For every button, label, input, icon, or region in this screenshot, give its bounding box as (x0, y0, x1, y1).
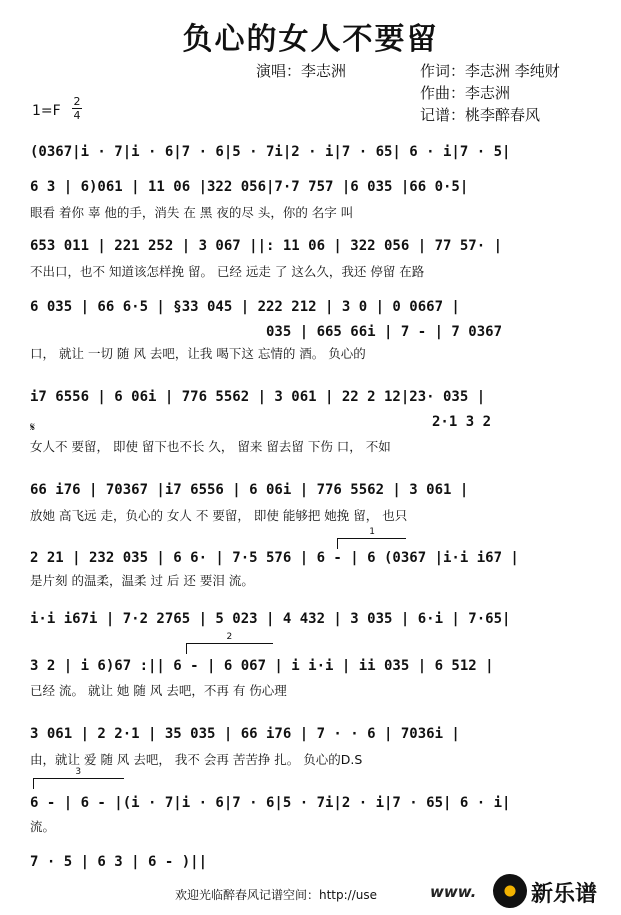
notation-row-10: 3 061 | 2 2·1 | 35 035 | 66 i76 | 7 · · 6 | 7036i | (30, 726, 460, 742)
notation-row-5: i7 6556 | 6 06i | 776 5562 | 3 061 | 22 2 12|23· 035 | (30, 389, 486, 405)
transcriber-credit: 记谱：桃李醉春风 (420, 106, 541, 124)
volta-bracket-2 (186, 632, 273, 654)
notation-row-4-alt: 035 | 665 66i | 7 - | 7 0367 (266, 324, 503, 340)
segno-mark: 𝄋 (30, 420, 36, 434)
time-sig-top: 2 (73, 95, 81, 108)
record-disc-icon (493, 874, 527, 908)
notation-row-6: 66 i76 | 70367 |i7 6556 | 6 06i | 776 5562 | 3 061 | (30, 482, 469, 498)
notation-row-7: 2 21 | 232 035 | 6 6· | 7·5 576 | 6 - | 6 (0367 |i·i i67 | (30, 550, 519, 566)
notation-row-12: 7 · 5 | 6 3 | 6 - )|| (30, 854, 208, 870)
footer-www[interactable]: www. (430, 883, 477, 901)
logo-text: 新乐谱 (531, 882, 598, 907)
lyrics-row-5: 女人不 要留， 即使 留下也不长 久， 留来 留去留 下伤 口， 不如 (30, 439, 391, 454)
notation-row-3: 653 011 | 221 252 | 3 067 ||: 11 06 | 322 056 | 77 57· | (30, 238, 503, 254)
lyrics-row-4: 口， 就让 一切 随 风 去吧，让我 喝下这 忘情的 酒。 负心的 (30, 346, 366, 361)
volta-1-number: 1 (369, 527, 375, 537)
lyrics-row-6: 放她 高飞远 走，负心的 女人 不 要留， 即使 能够把 她挽 留， 也只 (30, 508, 408, 523)
singer-credit: 演唱：李志洲 (256, 62, 347, 80)
lyrics-row-9: 已经 流。 就让 她 随 风 去吧，不再 有 伤心理 (30, 683, 287, 698)
notation-row-11: 6 - | 6 - |(i · 7|i · 6|7 · 6|5 · 7i|2 · i|7 · 65| 6 · i| (30, 795, 511, 811)
lyricist-credit: 作词：李志洲 李纯财 (420, 62, 560, 80)
notation-row-8: i·i i67i | 7·2 2765 | 5 023 | 4 432 | 3 035 | 6·i | 7·65| (30, 611, 511, 627)
notation-row-4: 6 035 | 66 6·5 | §33 045 | 222 212 | 3 0 | 0 0667 | (30, 299, 460, 315)
time-sig-bottom: 4 (73, 109, 81, 122)
volta-2-number: 2 (226, 632, 233, 642)
time-signature (72, 96, 82, 121)
footer-text: 欢迎光临醉春风记谱空间：http://use (175, 888, 378, 902)
notation-row-5-alt: 2·1 3 2 (432, 414, 492, 430)
volta-3-number: 3 (75, 767, 82, 777)
lyrics-row-10: 由，就让 爱 随 风 去吧， 我不 会再 苦苦挣 扎。 负心的D.S (30, 752, 363, 767)
lyrics-row-3: 不出口，也不 知道该怎样挽 留。 已经 远走 了 这么久，我还 停留 在路 (30, 264, 425, 279)
notation-row-9: 3 2 | i 6)67 :|| 6 - | 6 067 | i i·i | ii 035 | 6 512 | (30, 658, 494, 674)
notation-row-1: (0367|i · 7|i · 6|7 · 6|5 · 7i|2 · i|7 · 65| 6 · i|7 · 5| (30, 144, 511, 160)
composer-credit: 作曲：李志洲 (420, 84, 511, 102)
key-signature: 1=F (32, 103, 61, 119)
notation-row-2: 6 3 | 6)061 | 11 06 |322 056|7·7 757 |6 035 |66 0·5| (30, 179, 469, 195)
lyrics-row-7: 是片刻 的温柔，温柔 过 后 还 要泪 流。 (30, 573, 254, 588)
lyrics-row-2: 眼看 着你 辜 他的手，消失 在 黑 夜的尽 头，你的 名字 叫 (30, 205, 354, 220)
site-logo[interactable] (493, 872, 617, 912)
volta-bracket-3 (33, 767, 124, 789)
lyrics-row-11: 流。 (30, 819, 56, 834)
song-title: 负心的女人不要留 (182, 22, 439, 57)
